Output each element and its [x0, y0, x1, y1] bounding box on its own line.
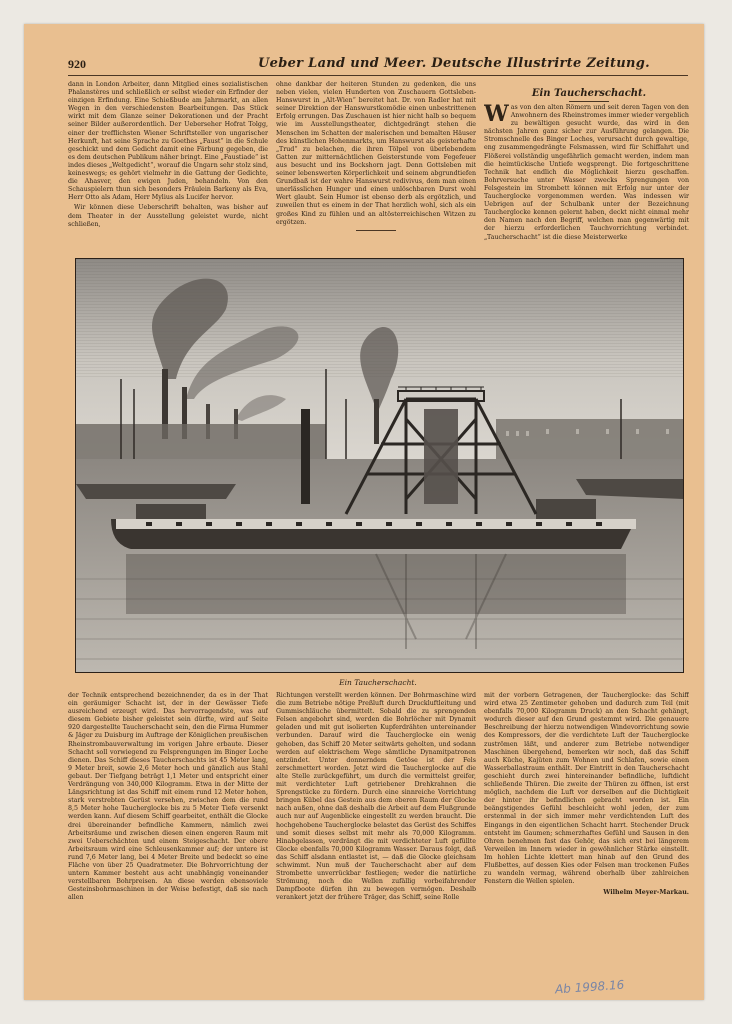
paragraph: der Technik entsprechend bezeichnender, da es in der That ein geräumiger Schacht ist, der in der Gewässer Tiefe ausreichend erzeugt wird. Das hervorragendste, was auf diesem Gebiete bisher geleistet sein dürfte, wird auf Seite 920 dargestellte Taucherschacht sein, den die Firma Hummer & Jäger zu Duisburg im Auftrage der Königlichen preußischen Rheinstrombauverwaltung im vorigen Jahre erbaute. Dieser Schacht soll vorwiegend zu Felsprengungen im Binger Loche dienen. Das Schiff dieses Taucherschachts ist 45 Meter lang, 9 Meter breit, sowie 2,6 Meter hoch und gänzlich aus Stahl gebaut. Der Tiefgang beträgt 1,1 Meter und entspricht einer Verdrängung von 340,000 Kilogramm. Etwa in der Mitte der Längsrichtung ist das Schiff mit einem rund 12 Meter hohen, stark verstrebten Gerüst versehen, zwischen dem die rund 8,5 Meter hohe Taucherglocke bis zu 5 Meter Tiefe versenkt werden kann. Auf diesem Schiff gearbeitet, enthält die Glocke drei übereinander befindliche Kammern, nämlich zwei Arbeitsräume und zwischen diesen einen engeren Raum mit zwei Ueberschächten und einem Steigeschacht. Der obere Arbeitsraum wird eine Schleusenkammer auf; der untere ist rund 7,6 Meter lang, bei 4 Meter Breite und bedeckt so eine Fläche von über 25 Quadratmeter. Die Bohrvorrichtung der untern Kammer besteht aus acht unabhängig voneinander verstellbaren Bohrpreisen. An diese werden ebensoviele Gesteinsbohrmaschinen in der Weise befestigt, daß sie nach allen: [68, 692, 268, 902]
factory-buildings: [76, 424, 326, 464]
diving-bell: [424, 409, 458, 504]
figure-caption: Ein Taucherschacht.: [339, 678, 417, 687]
paragraph: ohne dankbar der heiteren Stunden zu gedenken, die uns neben vielen, vielen Hunderten von Zuschauern Gottsleben-Hanswurst in „Alt-Wien“ bereitet hat. Dr. von Radler hat mit seiner Direktion der Hanswurstkomödie einen unbestrittenen Erfolg errungen. Das Zuschauen ist hier nicht halb so bequem wie im Ausstellungstheater, dichtgedrängt stehen die Menschen im Schatten der malerischen und bemalten Häuser des künstlichen Hohenmarkts, um Hanswurst als geisterhafte „Trud“ zu belachen, die ihren Tölpel von überlebendem Gatten zur mitternächtlichen Geisterstunde vom Fegefeuer aus besucht und ins Bockshorn jagt. Denn Gottsleben mit seiner lebenswerten Körperlichkeit und seinem abgrundtiefen Grundbaß ist der wahre Hanswurst redivivus, dem man einen unerlässlichen Hunger und einen unlöschbaren Durst wohl Wert glaubt. Sein Humor ist ebenso derb als ergötzlich, und zuweilen thut es einem in der That herzlich wohl, sich als ein großes Kind zu fühlen und an altösterreichischen Witzen zu ergötzen.: [276, 81, 476, 226]
title-rule: [569, 101, 609, 102]
paragraph: Wir können diese Ueberschrift behalten, was bisher auf dem Theater in der Ausstellung geleistet wurde, nicht schließen,: [68, 204, 268, 228]
newspaper-page: [24, 24, 704, 1000]
engraving-svg: [76, 259, 683, 672]
bottom-middle-column: [276, 692, 476, 974]
deck-cabin: [536, 499, 596, 519]
author-signature: Wilhelm Meyer-Markau.: [603, 889, 689, 897]
bottom-left-column: [68, 692, 268, 974]
paragraph-text: as von den alten Römern und seit deren Tagen von den Anwohnern des Rheinstromes immer wieder vergeblich zu bewältigen gesucht wurde, das wird in den nächsten Jahren ganz sicher zur Ausführung gelangen. Die Stromschnelle des Binger Loches, verursacht durch gewaltige, eng zusammengedrängte Felsmassen, wird für Schiffahrt und Flößerei vollständig ungefährlich gemacht werden, indem man die heimtückische Untiefe wegsprengt. Die fortgeschrittene Technik hat endlich die Möglichkeit hierzu geschaffen. Bohrversuche unter Wasser zwecks Sprengungen von Felsgestein im Strombett können mit Erfolg nur unter der Taucherglocke vorgenommen werden. Was indessen wir Uebrigen auf der Schulbank unter der Bezeichnung Taucherglocke kennen gelernt haben, deckt nicht einmal mehr den Namen nach den Begriff, welchen man gegenwärtig mit der hierzu erforderlichen Tauchvorrichtung verbindet. „Taucherschacht“ ist die diese Meisterwerke: [484, 104, 689, 241]
article-title-text: Ein Taucherschacht.: [531, 88, 647, 99]
vessel-funnel: [301, 409, 310, 504]
vessel-reflection: [126, 554, 626, 614]
paragraph: Richtungen verstellt werden können. Der Bohrmaschine wird die zum Betriebe nötige Preßluft durch Druckluftleitung und Gummischläuche übermittelt. Sobald die zu sprengenden Felsen angebohrt sind, werden die Bohrlöcher mit Dynamit geladen und mit gut isolierten Kupferdrähten untereinander verbunden. Darauf wird die Taucherglocke ein wenig gehoben, das Schiff 20 Meter seitwärts geholten, und sodann werden auf elektrischem Wege sämtliche Dynamitpatronen entzündet. Unter donnerndem Getöse ist der Fels zerschmettert worden. Jetzt wird die Taucherglocke auf die alte Stelle zurückgeführt, um durch die vermittelst greifer, mit verdichteter Luft getriebener Drehkrahnen die Sprengstücke zu fördern. Durch eine sinnreiche Vorrichtung bringen Kübel das Gestein aus dem oberen Raum der Glocke nach außen, ohne daß deshalb die Arbeit auf dem Flußgrunde auch nur auf Augenblicke eingestellt zu werden braucht. Die hochgehobene Taucherglocke belastet das Gerüst des Schiffes und somit dieses selbst mit mehr als 70,000 Kilogramm. Hinabgelassen, verdrängt die mit verdichteter Luft gefüllte Glocke ebenfalls 70,000 Kilogramm Wasser. Daraus folgt, daß das Schiff alsdann entlastet ist, — daß die Glocke gleichsam schwimmt. Nun muß der Taucherschacht aber auf dem Strombette unverrückbar festliegen; weder die natürliche Strömung, noch die Wellen zufällig vorbeifahrender Dampfboote dürfen ihn zu bewegen vermögen. Deshalb verankert jetzt der frühere Träger, das Schiff, seine Rolle: [276, 692, 476, 902]
page-number: 920: [68, 57, 86, 71]
chimney: [374, 399, 379, 444]
paragraph: dann in London Arbeiter, dann Mitglied eines sozialistischen Phalanstères und schließlich er selbst wieder ein Erfinder der einzigen Erfindung. Eine Schießbude am Jahrmarkt, an allen Wegen in den verschiedensten Bearbeitungen. Das Stück wirkt mit dem Glanze seiner Dekorationen und der Pracht seiner Bilder außerordentlich. Der Ueberseher Hofrat Tolgg, einer der trefflichsten Wiener Schriftsteller von ungarischer Herkunft, hat seine Sprache zu Goethes „Faust“ in die Schule geschickt und dem Gedicht damit eine Färbung gegeben, die es dem deutschen Publikum näher bringt. Eine „Faustiade“ ist indes dieses „Weltgedicht“, worauf die Ungarn sehr stolz sind, keineswegs; es gehört vielmehr in die Gattung der Gedichte, die Ahasver, den ewigen Juden, behandeln. Von den Schauspielern thun sich besonders Fräulein Barkeny als Eva, Herr Otto als Adam, Herr Mylius als Lucifer hervor.: [68, 81, 268, 202]
journal-title: Ueber Land und Meer. Deutsche Illustrirte Zeitung.: [258, 56, 651, 71]
article-title: [504, 88, 674, 102]
drop-initial: W: [484, 104, 509, 127]
deck-cabin: [136, 504, 206, 519]
top-left-column: [68, 81, 268, 253]
paragraph: [484, 104, 689, 242]
end-rule: [356, 230, 396, 231]
diving-shaft-engraving: [75, 258, 684, 673]
paragraph: mit der vorbern Getragenen, der Taucherglocke: das Schiff wird etwa 25 Zentimeter gehoben und dadurch zum Teil (mit ebenfalls 70,000 Kilogramm Druck) an den Schacht gehängt, wodurch dieser auf den Grund gestemmt wird. Die genauere Beschreibung der hierzu notwendigen Windevorrichtung sowie des Kompressors, der die verdichtete Luft der Taucherglocke zuströmen läßt, und anderer zum Betriebe notwendiger Maschinen übergehend, bemerken wir noch, daß das Schiff auch Küche, Kajüten zum Wohnen und Schlafen, sowie einen Wasserballastraum enthält. Der Eintritt in den Taucherschacht geschieht durch zwei hintereinander befindliche, luftdicht schließende Thüren. Die zweite der Thüren zu öffnen, ist erst möglich, nachdem die Luft vor derselben auf die Dichtigkeit der hinter ihr befindlichen gebracht worden ist. Ein beängstigendes Gefühl beschleicht wohl jeden, der zum erstenmal in der sich immer mehr verdichtenden Luft des Eingangs in den eigentlichen Schacht harrt. Stechender Druck entsteht im Gaumen; schmerzhaftes Gefühl und Sausen in den Ohren benehmen fast das Gehör, das sich erst bei längerem Verweilen im Innern wieder in gewöhnlicher Stärke einstellt. Im hohlen Lichte klettert man hinab auf den Grund des Flußbettes, auf dessen Kies oder Felsen man trockenen Fußes zu wandeln vermag, während oberhalb über zahlreichen Fenstern die Wellen spielen.: [484, 692, 689, 886]
bottom-right-column: [484, 692, 689, 974]
archive-stamp: Ab 1998.16: [554, 977, 625, 997]
vessel-deck-band: [116, 519, 636, 529]
top-right-column: [484, 104, 689, 254]
background-boat: [76, 484, 236, 499]
page-header: [68, 57, 688, 76]
town-buildings: [496, 419, 683, 459]
top-middle-column: [276, 81, 476, 253]
